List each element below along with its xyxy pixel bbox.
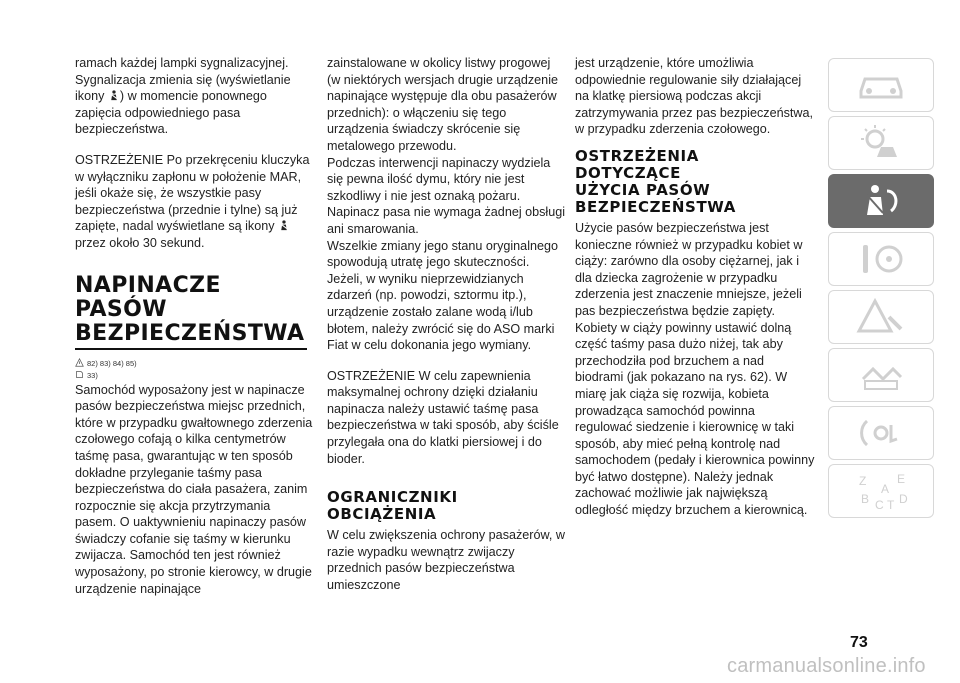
column-1 <box>75 55 315 597</box>
paragraph: Samochód wyposażony jest w napinacze pasów bezpieczeństwa miejsc przednich, które w przypadku gwałtownego zderzenia czołowego cofają o kilka centymetrów taśmę pasa, gwarantując w ten sposób dokładne przyleganie taśmy pasa bezpieczeństwa do ciała pasażera, zanim rozpocznie się akcja przytrzymania pasem. O uaktywnieniu napinaczy pasów świadczy cofanie się taśmy w kierunku zwijacza. Samochód ten jest również wyposażony, po stronie kierowcy, w drugie urządzenie napinające <box>75 382 313 596</box>
seatbelt-warning-icon <box>108 90 120 101</box>
tab-driving[interactable] <box>828 232 934 286</box>
section-heading: OSTRZEŻENIA DOTYCZĄCE UŻYCIA PASÓW BEZPIECZEŃSTWA <box>575 146 736 216</box>
index-letter: C <box>875 498 884 511</box>
index-letter: B <box>861 492 870 506</box>
car-icon <box>853 65 909 105</box>
tab-maintenance[interactable] <box>828 348 934 402</box>
key-steering-icon <box>853 239 909 279</box>
index-letter: A <box>881 482 890 496</box>
tab-safety[interactable] <box>828 174 934 228</box>
warning-references: 82) 83) 84) 85) <box>75 358 315 370</box>
paragraph: Podczas interwencji napinaczy wydziela się pewna ilość dymu, który nie jest szkodliwy i nie jest oznaką pożaru. Napinacz pasa nie wymaga żadnej obsługi ani smarowania. <box>327 155 566 236</box>
column-2 <box>327 55 567 594</box>
paragraph: OSTRZEŻENIE Po przekręceniu kluczyka w wyłączniku zapłonu w położenie MAR, jeśli okaże się, że wszystkie pasy bezpieczeństwa (przednie i tylne) są już zapięte, nadal wyświetlane są ikony przez około 30 sekund. <box>75 152 310 250</box>
column-3 <box>575 55 815 519</box>
warning-triangle-icon <box>75 358 84 367</box>
paragraph: Jeżeli, w wyniku nieprzewidzianych zdarzeń (np. powodzi, sztormu itp.), urządzenie zostało zalane wodą i/lub błotem, należy zwrócić się do ASO marki Fiat w celu dokonania jego wymiany. <box>327 271 555 353</box>
warning-triangle-icon <box>853 297 909 337</box>
section-heading: OGRANICZNIKI OBCIĄŻENIA <box>327 488 458 524</box>
paragraph: Użycie pasów bezpieczeństwa jest konieczne również w przypadku kobiet w ciąży: zarówno dla osoby ciężarnej, jak i dla dziecka zagrożenie w przypadku zderzenia jest znaczenie mniejsze, jeżeli pas bezpieczeństwa będzie zapięty. Kobiety w ciąży powinny ustawić dolną część taśmy pasa dużo niżej, tak aby przechodziła pod brzuchem a nad biodrami (jak pokazano na rys. 62). W miarę jak ciąża się rozwija, kobieta prowadząca samochód powinna regulować siedzenie i kierownicę w taki sposób, aby mieć pełną kontrolę nad samochodem (pedały i kierownica powinny być łatwo dostępne). Należy jednak zachować możliwie jak największą odległość między brzuchem a kierownicą. <box>575 220 815 518</box>
note-icon <box>75 370 84 379</box>
paragraph: W celu zwiększenia ochrony pasażerów, w razie wypadku wewnątrz zwijaczy przednich pasów bezpieczeństwa umieszczone <box>327 528 565 593</box>
tab-dashboard-lights[interactable] <box>828 116 934 170</box>
paragraph: Wszelkie zmiany jego stanu oryginalnego spowodują utratę jego skuteczności. <box>327 238 559 270</box>
tab-multimedia[interactable] <box>828 406 934 460</box>
dashboard-lights-icon <box>853 123 909 163</box>
seatbelt-warning-icon <box>278 220 290 231</box>
paragraph: jest urządzenie, które umożliwia odpowiednie regulowanie siły działającej na klatkę piersiową podczas akcji zatrzymywania przez pas bezpieczeństwa, w przypadku zderzenia czołowego. <box>575 56 813 137</box>
note-references: 33) <box>75 370 315 382</box>
index-letter: E <box>897 472 906 486</box>
watermark[interactable]: carmanualsonline.info <box>727 655 926 677</box>
paragraph: OSTRZEŻENIE W celu zapewnienia maksymalnej ochrony dzięki działaniu napinacza należy ustawić taśmę pasa bezpieczeństwa w taki sposób, aby ściśle przylegała ona do klatki piersiowej i do bioder. <box>327 368 559 466</box>
tab-car[interactable] <box>828 58 934 112</box>
chapter-tabs <box>828 58 934 522</box>
page-number: 73 <box>850 634 868 651</box>
index-letter: Z <box>859 474 867 488</box>
seatbelt-airbag-icon <box>853 181 909 221</box>
tab-emergency[interactable] <box>828 290 934 344</box>
index-letter: T <box>887 498 895 511</box>
index-letters-icon <box>853 471 909 511</box>
tab-index[interactable] <box>828 464 934 518</box>
paragraph: zainstalowane w okolicy listwy progowej (w niektórych wersjach drugie urządzenie napinające występuje dla obu pasażerów przednich): o włączeniu się tego urządzenia świadczy skrócenie się metalowego przewodu. <box>327 56 558 153</box>
paragraph: ramach każdej lampki sygnalizacyjnej. Sygnalizacja zmienia się (wyświetlanie ikony ) w momencie ponownego zapięcia odpowiedniego pasa bezpieczeństwa. <box>75 56 291 137</box>
maintenance-icon <box>853 355 909 395</box>
index-letter: D <box>899 492 908 506</box>
section-heading: NAPINACZE PASÓW BEZPIECZEŃSTWA <box>75 274 307 350</box>
multimedia-icon <box>853 413 909 453</box>
